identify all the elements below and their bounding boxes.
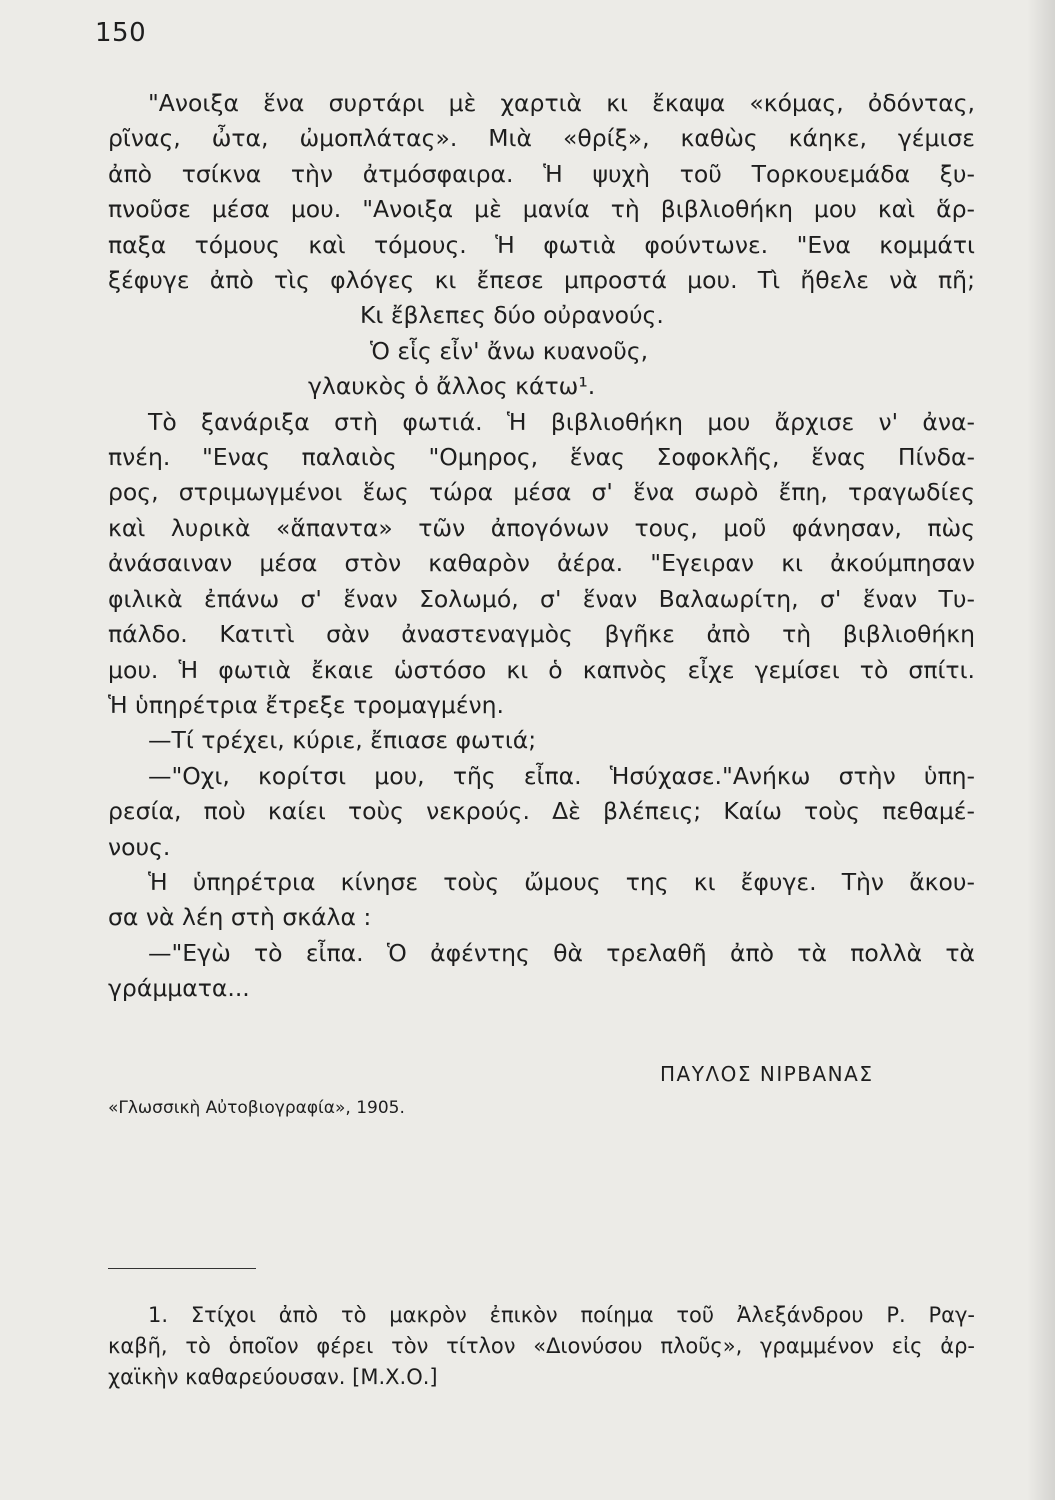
footnote-line: 1. Στίχοι ἀπὸ τὸ μακρὸν ἐπικὸν ποίημα τοῦ Ἀλεξάνδρου Ρ. Ραγ-: [148, 1303, 975, 1327]
page-edge-shadow: [1027, 0, 1055, 1500]
page-number: 150: [95, 18, 147, 48]
footnote-divider: [108, 1268, 256, 1269]
text-line: πνέη. "Ενας παλαιὸς "Ομηρος, ἕνας Σοφοκλῆς, ἕνας Πίνδα-: [108, 443, 975, 472]
text-line: καὶ λυρικὰ «ἅπαντα» τῶν ἀπογόνων τους, μοῦ φάνησαν, πὼς: [108, 513, 975, 542]
poem-line: γλαυκὸς ὁ ἄλλος κάτω¹.: [308, 372, 596, 401]
text-line: μου. Ἡ φωτιὰ ἔκαιε ὡστόσο κι ὁ καπνὸς εἶχε γεμίσει τὸ σπίτι.: [108, 655, 975, 684]
text-line: ρος, στριμωγμένοι ἕως τώρα μέσα σ' ἕνα σωρὸ ἔπη, τραγωδίες: [108, 478, 975, 507]
text-line: σα νὰ λέη στὴ σκάλα :: [108, 903, 372, 932]
dialogue-line: —Τί τρέχει, κύριε, ἔπιασε φωτιά;: [148, 726, 537, 755]
text-line: Ἡ ὑπηρέτρια κίνησε τοὺς ὤμους της κι ἔφυγε. Τὴν ἄκου-: [148, 867, 975, 896]
text-line: ἀνάσαιναν μέσα στὸν καθαρὸν ἀέρα. "Εγειραν κι ἀκούμπησαν: [108, 549, 975, 578]
text-line: φιλικὰ ἐπάνω σ' ἕναν Σολωμό, σ' ἕναν Βαλαωρίτη, σ' ἕναν Τυ-: [108, 584, 975, 613]
author-signature: ΠΑΥΛΟΣ ΝΙΡΒΑΝΑΣ: [660, 1062, 874, 1086]
dialogue-line: γράμματα...: [108, 974, 250, 1003]
poem-line: Κι ἔβλεπες δύο οὐρανούς.: [360, 301, 664, 330]
dialogue-line: νους.: [108, 832, 171, 861]
footnote-line: χαϊκὴν καθαρεύουσαν. [Μ.Χ.Ο.]: [108, 1365, 438, 1389]
text-line: "Ανοιξα ἕνα συρτάρι μὲ χαρτιὰ κι ἔκαψα «κόμας, ὀδόντας,: [148, 89, 975, 117]
poem-line: Ὁ εἷς εἶν' ἄνω κυανοῦς,: [370, 336, 649, 365]
text-line: ρῖνας, ὦτα, ὠμοπλάτας». Μιὰ «θρίξ», καθὼς κάηκε, γέμισε: [108, 124, 975, 153]
text-line: πάλδο. Κατιτὶ σὰν ἀναστεναγμὸς βγῆκε ἀπὸ τὴ βιβλιοθήκη: [108, 620, 975, 649]
dialogue-line: ρεσία, ποὺ καίει τοὺς νεκρούς. Δὲ βλέπεις; Καίω τοὺς πεθαμέ-: [108, 797, 975, 826]
main-text: [108, 86, 975, 1007]
footnote: [108, 1300, 975, 1393]
text-line: πνοῦσε μέσα μου. "Ανοιξα μὲ μανία τὴ βιβλιοθήκη μου καὶ ἅρ-: [108, 195, 975, 224]
source-citation: «Γλωσσικὴ Αὐτοβιογραφία», 1905.: [108, 1098, 405, 1118]
text-line: ξέφυγε ἀπὸ τὶς φλόγες κι ἔπεσε μπροστά μου. Τὶ ἤθελε νὰ πῆ;: [108, 266, 975, 295]
text-line: παξα τόμους καὶ τόμους. Ἡ φωτιὰ φούντωνε. "Ενα κομμάτι: [108, 230, 975, 259]
dialogue-line: —"Εγὼ τὸ εἶπα. Ὁ ἀφέντης θὰ τρελαθῆ ἀπὸ τὰ πολλὰ τὰ: [148, 938, 975, 967]
text-line: ἀπὸ τσίκνα τὴν ἀτμόσφαιρα. Ἡ ψυχὴ τοῦ Τορκουεμάδα ξυ-: [108, 159, 975, 188]
dialogue-line: —"Οχι, κορίτσι μου, τῆς εἶπα. Ἡσύχασε."Ανήκω στὴν ὑπη-: [148, 761, 975, 790]
footnote-line: καβῆ, τὸ ὁποῖον φέρει τὸν τίτλον «Διονύσου πλοῦς», γραμμένον εἰς ἀρ-: [108, 1334, 975, 1358]
text-line: Ἡ ὑπηρέτρια ἔτρεξε τρομαγμένη.: [108, 690, 505, 719]
text-line: Τὸ ξανάριξα στὴ φωτιά. Ἡ βιβλιοθήκη μου ἄρχισε ν' ἀνα-: [148, 407, 975, 436]
